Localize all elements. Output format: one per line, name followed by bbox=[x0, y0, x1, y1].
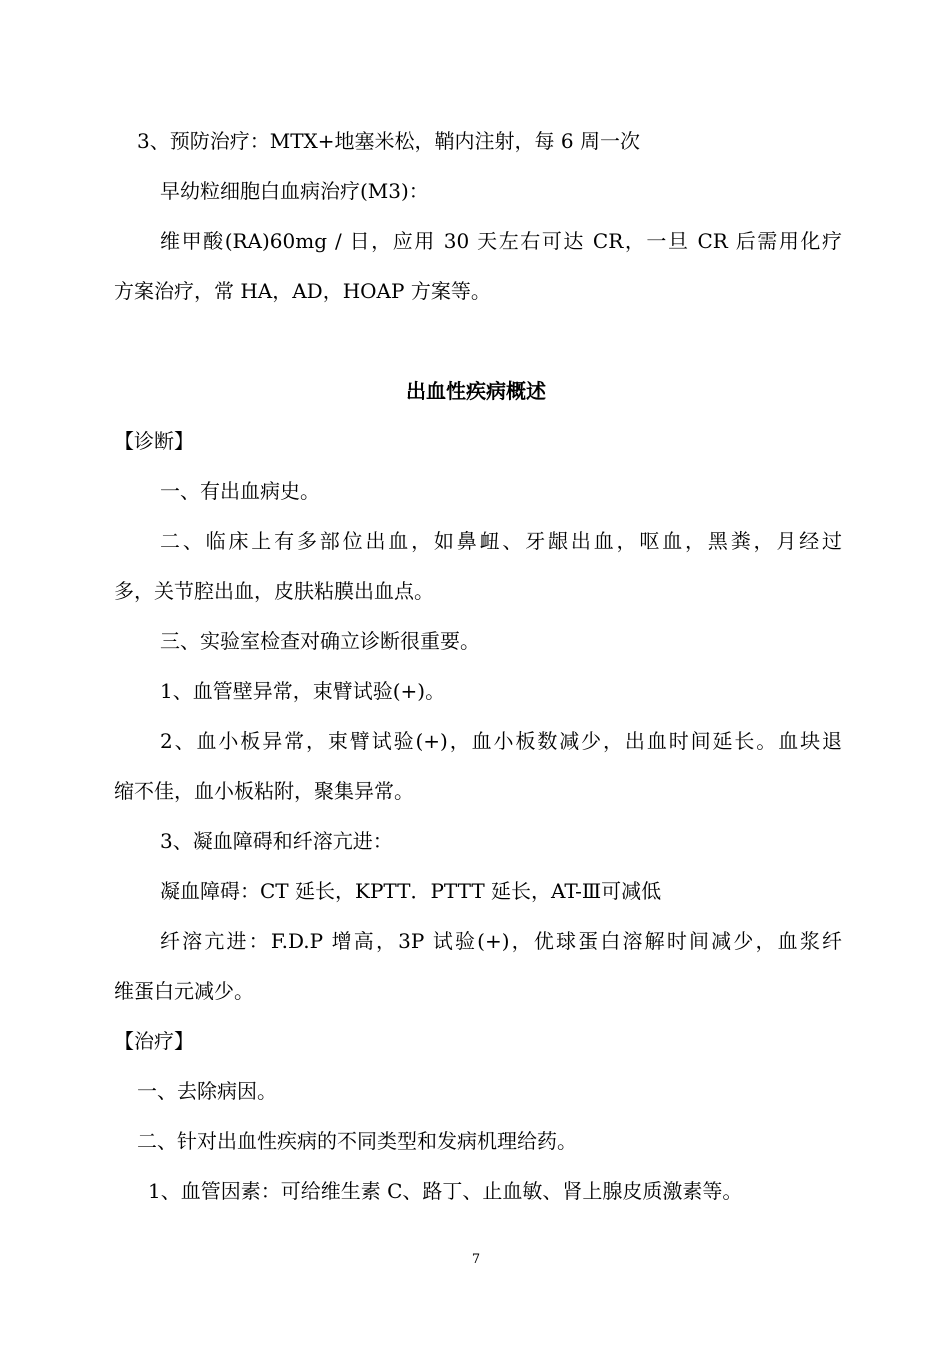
diagnosis-sub-3: 3、凝血障碍和纤溶亢进： bbox=[160, 829, 393, 853]
m3-treatment-text-line2: 方案治疗，常 HA，AD，HOAP 方案等。 bbox=[114, 279, 491, 303]
diagnosis-item-2-line1: 二、临床上有多部位出血，如鼻衄、牙龈出血，呕血，黑粪，月经过 bbox=[160, 529, 842, 553]
diagnosis-item-3: 三、实验室检查对确立诊断很重要。 bbox=[160, 629, 480, 653]
diagnosis-sub-2-line2: 缩不佳，血小板粘附，聚集异常。 bbox=[114, 779, 414, 803]
diagnosis-sub-1: 1、血管壁异常，束臂试验(+)。 bbox=[160, 679, 446, 703]
fibrinolysis-line1: 纤溶亢进：F.D.P 增高，3P 试验(+)，优球蛋白溶解时间减少，血浆纤 bbox=[160, 929, 842, 953]
diagnosis-heading: 【诊断】 bbox=[114, 429, 194, 453]
m3-treatment-text-line1: 维甲酸(RA)60mg / 日，应用 30 天左右可达 CR，一旦 CR 后需用化疗 bbox=[160, 229, 842, 253]
treatment-item-1: 一、去除病因。 bbox=[137, 1079, 277, 1103]
prevention-treatment-item: 3、预防治疗：MTX+地塞米松，鞘内注射，每 6 周一次 bbox=[137, 129, 640, 153]
coagulation-disorder: 凝血障碍：CT 延长，KPTT．PTTT 延长，AT-Ⅲ可减低 bbox=[160, 879, 662, 903]
diagnosis-item-2-line2: 多，关节腔出血，皮肤粘膜出血点。 bbox=[114, 579, 434, 603]
m3-treatment-heading: 早幼粒细胞白血病治疗(M3)： bbox=[160, 179, 429, 203]
treatment-heading: 【治疗】 bbox=[114, 1029, 194, 1053]
page-number: 7 bbox=[471, 1252, 481, 1267]
treatment-item-2: 二、针对出血性疾病的不同类型和发病机理给药。 bbox=[137, 1129, 577, 1153]
diagnosis-item-1: 一、有出血病史。 bbox=[160, 479, 320, 503]
fibrinolysis-line2: 维蛋白元减少。 bbox=[114, 979, 254, 1003]
diagnosis-sub-2-line1: 2、血小板异常，束臂试验(+)，血小板数减少，出血时间延长。血块退 bbox=[160, 729, 842, 753]
treatment-sub-1: 1、血管因素：可给维生素 C、路丁、止血敏、肾上腺皮质激素等。 bbox=[148, 1179, 743, 1203]
section-title: 出血性疾病概述 bbox=[406, 379, 546, 403]
